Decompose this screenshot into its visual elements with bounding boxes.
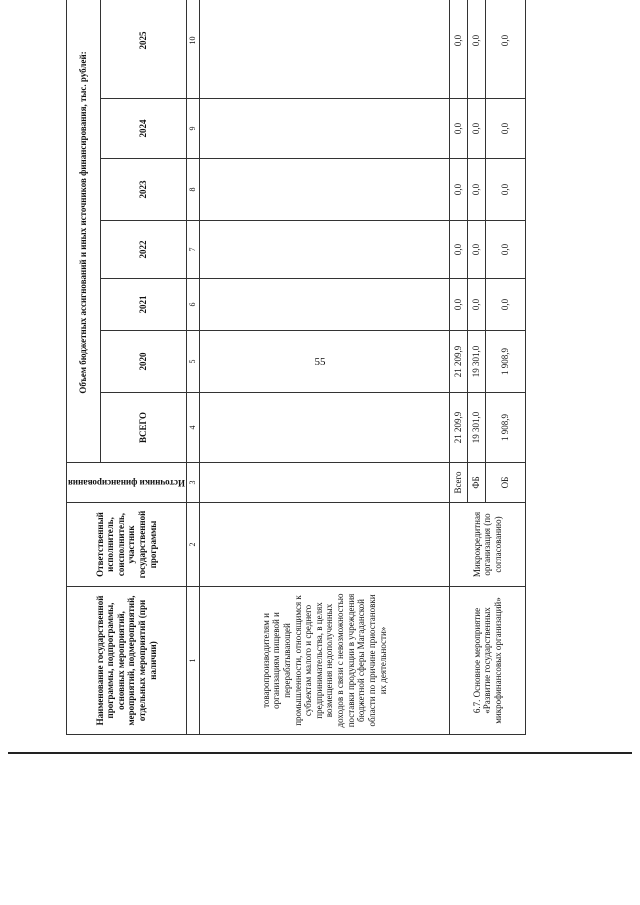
column-number: 2 bbox=[186, 503, 199, 587]
value-cell: 1 908,9 bbox=[485, 393, 525, 463]
value-cell: 0,0 bbox=[449, 0, 467, 99]
value-cell: 0,0 bbox=[467, 221, 485, 279]
header-year-2024: 2024 bbox=[101, 99, 187, 159]
value-cell: 0,0 bbox=[485, 99, 525, 159]
value-cell: 21 209,9 bbox=[449, 393, 467, 463]
value-cell: 19 301,0 bbox=[467, 393, 485, 463]
column-number: 9 bbox=[186, 99, 199, 159]
header-name: Наименование государственной программы, подпрограммы, основных мероприятий, мероприятий, подмероприятий, отдельных мероприятий (при наличии) bbox=[67, 587, 187, 735]
value-cell: 0,0 bbox=[485, 159, 525, 221]
value-cell: 0,0 bbox=[449, 221, 467, 279]
item-name: 6.7. Основное мероприятие «Развитие государственных микрофинансовых организаций» bbox=[449, 587, 525, 735]
column-number: 5 bbox=[186, 331, 199, 393]
header-executor: Ответственный исполнитель, соисполнитель, участник государственной программы bbox=[67, 503, 187, 587]
header-year-total: ВСЕГО bbox=[101, 393, 187, 463]
header-year-2025: 2025 bbox=[101, 0, 187, 99]
column-number-row bbox=[186, 0, 199, 735]
item-executor: Микрокредитная организация (по согласованию) bbox=[449, 503, 525, 587]
column-number: 10 bbox=[186, 0, 199, 99]
value-cell: 19 301,0 bbox=[467, 331, 485, 393]
continuation-row bbox=[199, 0, 449, 735]
source-cell: ФБ bbox=[467, 463, 485, 503]
value-cell: 0,0 bbox=[485, 279, 525, 331]
table-row bbox=[449, 0, 467, 735]
header-year-2020: 2020 bbox=[101, 331, 187, 393]
header-year-2023: 2023 bbox=[101, 159, 187, 221]
value-cell: 0,0 bbox=[485, 221, 525, 279]
value-cell: 0,0 bbox=[467, 279, 485, 331]
column-number: 3 bbox=[186, 463, 199, 503]
value-cell: 21 209,9 bbox=[449, 331, 467, 393]
value-cell: 0,0 bbox=[467, 99, 485, 159]
value-cell: 0,0 bbox=[467, 0, 485, 99]
column-number: 1 bbox=[186, 587, 199, 735]
source-cell: Всего bbox=[449, 463, 467, 503]
value-cell: 0,0 bbox=[485, 0, 525, 99]
source-cell: ОБ bbox=[485, 463, 525, 503]
continuation-text: товаропроизводителям и организациям пищевой и перерабатывающей промышленности, относящимся к субъектам малого и среднего предпринимательства, в целях возмещения недополученных доходов в связи с невозможностью поставки продукции в учреждения бюджетной сферы Магаданской области по причине приостановки их деятельности» bbox=[199, 587, 449, 735]
bottom-divider bbox=[8, 752, 632, 754]
header-funding-group: Объем бюджетных ассигнований и иных источников финансирования, тыс. рублей: bbox=[67, 0, 101, 463]
budget-table bbox=[66, 0, 526, 735]
value-cell: 0,0 bbox=[449, 99, 467, 159]
header-sources-cell bbox=[67, 463, 187, 503]
page-number: 55 bbox=[314, 356, 326, 368]
value-cell: 0,0 bbox=[449, 279, 467, 331]
header-sources: Источники финансирования bbox=[68, 477, 185, 488]
value-cell: 0,0 bbox=[467, 159, 485, 221]
column-number: 6 bbox=[186, 279, 199, 331]
value-cell: 0,0 bbox=[449, 159, 467, 221]
value-cell: 1 908,9 bbox=[485, 331, 525, 393]
header-year-2022: 2022 bbox=[101, 221, 187, 279]
column-number: 7 bbox=[186, 221, 199, 279]
column-number: 4 bbox=[186, 393, 199, 463]
rotated-table-container bbox=[66, 23, 538, 735]
header-year-2021: 2021 bbox=[101, 279, 187, 331]
column-number: 8 bbox=[186, 159, 199, 221]
